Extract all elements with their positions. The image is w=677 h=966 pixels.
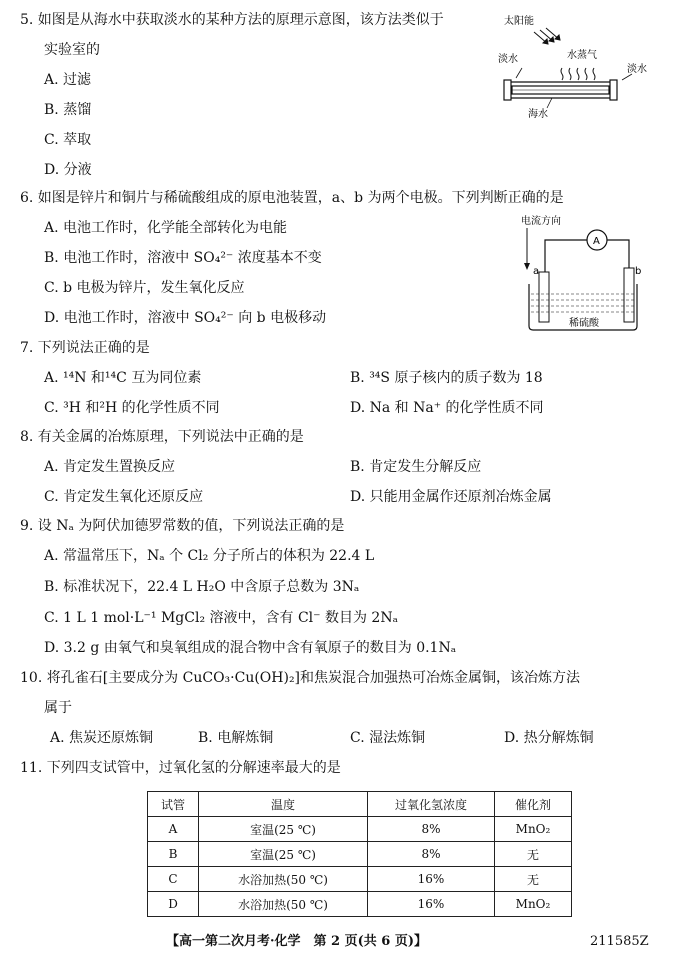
table-cell: 室温(25 ℃) (199, 842, 368, 867)
q8-option-b: B. 肯定发生分解反应 (350, 459, 482, 475)
q6-galvanic-cell-diagram (515, 214, 645, 332)
paper-code: 211585Z (590, 934, 649, 949)
q6-option-d: D. 电池工作时，溶液中 SO₄²⁻ 向 b 电极移动 (44, 310, 327, 326)
table-cell: 水浴加热(50 ℃) (199, 892, 368, 917)
table-cell: 8% (368, 842, 495, 867)
table-cell: 16% (368, 867, 495, 892)
vapor-wave-icon (561, 68, 595, 80)
table-header-row (148, 792, 572, 817)
q5-stem-line1: 5. 如图是从海水中获取淡水的某种方法的原理示意图，该方法类似于 (20, 12, 444, 28)
q7-option-d: D. Na 和 Na⁺ 的化学性质不同 (350, 400, 544, 416)
table-cell: MnO₂ (495, 892, 572, 917)
q9-option-a: A. 常温常压下，Nₐ 个 Cl₂ 分子所占的体积为 22.4 L (44, 548, 375, 564)
q10-option-c: C. 湿法炼铜 (350, 730, 426, 746)
q10-option-d: D. 热分解炼铜 (504, 730, 594, 746)
header-temperature: 温度 (199, 792, 368, 817)
q5-label-vapor: 水蒸气 (567, 50, 597, 61)
q5-label-fresh-right: 淡水 (627, 64, 647, 75)
q6-label-b: b (635, 266, 642, 277)
table-row (148, 867, 572, 892)
q7-option-b: B. ³⁴S 原子核内的质子数为 18 (350, 370, 543, 386)
q6-option-a: A. 电池工作时，化学能全部转化为电能 (44, 220, 288, 236)
q11-stem: 11. 下列四支试管中，过氧化氢的分解速率最大的是 (20, 760, 341, 776)
q6-stem: 6. 如图是锌片和铜片与稀硫酸组成的原电池装置，a、b 为两个电极。下列判断正确的是 (20, 190, 564, 206)
table-cell: 无 (495, 867, 572, 892)
q10-stem-line1: 10. 将孔雀石[主要成分为 CuCO₃·Cu(OH)₂]和焦炭混合加强热可冶炼金属铜，该冶炼方法 (20, 670, 581, 686)
q5-solar-still-diagram (492, 14, 670, 122)
electrode-a (539, 272, 549, 322)
q7-option-a: A. ¹⁴N 和¹⁴C 互为同位素 (44, 370, 202, 386)
table-cell: 室温(25 ℃) (199, 817, 368, 842)
q6-label-a: a (533, 266, 540, 277)
q5-stem-line2: 实验室的 (44, 42, 100, 58)
q11-table (147, 791, 572, 917)
q9-option-c: C. 1 L 1 mol·L⁻¹ MgCl₂ 溶液中，含有 Cl⁻ 数目为 2Nₐ (44, 610, 398, 626)
electrode-b (624, 268, 634, 322)
q5-option-d: D. 分液 (44, 162, 92, 178)
q6-option-b: B. 电池工作时，溶液中 SO₄²⁻ 浓度基本不变 (44, 250, 322, 266)
table-cell: B (148, 842, 199, 867)
table-cell: 16% (368, 892, 495, 917)
q5-label-fresh-left: 淡水 (498, 54, 518, 65)
q6-label-acid: 稀硫酸 (569, 318, 599, 329)
page-footer: 【高一第二次月考·化学 第 2 页(共 6 页)】 (166, 934, 428, 949)
table-row (148, 842, 572, 867)
table-cell: A (148, 817, 199, 842)
header-concentration: 过氧化氢浓度 (368, 792, 495, 817)
q6-option-c: C. b 电极为锌片，发生氧化反应 (44, 280, 245, 296)
q5-option-b: B. 蒸馏 (44, 102, 92, 118)
q10-stem-line2: 属于 (44, 700, 72, 716)
q5-label-sea: 海水 (528, 109, 548, 120)
table-row (148, 817, 572, 842)
q9-stem: 9. 设 Nₐ 为阿伏加德罗常数的值，下列说法正确的是 (20, 518, 345, 534)
q5-option-c: C. 萃取 (44, 132, 92, 148)
table-cell: C (148, 867, 199, 892)
q8-stem: 8. 有关金属的冶炼原理，下列说法中正确的是 (20, 429, 304, 445)
table-cell: 8% (368, 817, 495, 842)
q10-option-a: A. 焦炭还原炼铜 (50, 730, 154, 746)
table-cell: 无 (495, 842, 572, 867)
q5-label-sun: 太阳能 (504, 16, 534, 27)
q10-option-b: B. 电解炼铜 (198, 730, 274, 746)
table-cell: D (148, 892, 199, 917)
q7-stem: 7. 下列说法正确的是 (20, 340, 150, 356)
header-catalyst: 催化剂 (495, 792, 572, 817)
table-cell: MnO₂ (495, 817, 572, 842)
table-row (148, 892, 572, 917)
q8-option-a: A. 肯定发生置换反应 (44, 459, 176, 475)
q7-option-c: C. ³H 和²H 的化学性质不同 (44, 400, 220, 416)
table-cell: 水浴加热(50 ℃) (199, 867, 368, 892)
q9-option-d: D. 3.2 g 由氧气和臭氧组成的混合物中含有氧原子的数目为 0.1Nₐ (44, 640, 457, 656)
q8-option-c: C. 肯定发生氧化还原反应 (44, 489, 204, 505)
header-tube: 试管 (148, 792, 199, 817)
q6-label-meter: A (593, 236, 600, 247)
q8-option-d: D. 只能用金属作还原剂冶炼金属 (350, 489, 552, 505)
q5-option-a: A. 过滤 (44, 72, 92, 88)
q9-option-b: B. 标准状况下，22.4 L H₂O 中含原子总数为 3Nₐ (44, 579, 360, 595)
sunlight-arrows-icon (534, 28, 560, 44)
q6-label-current-direction: 电流方向 (521, 216, 561, 227)
